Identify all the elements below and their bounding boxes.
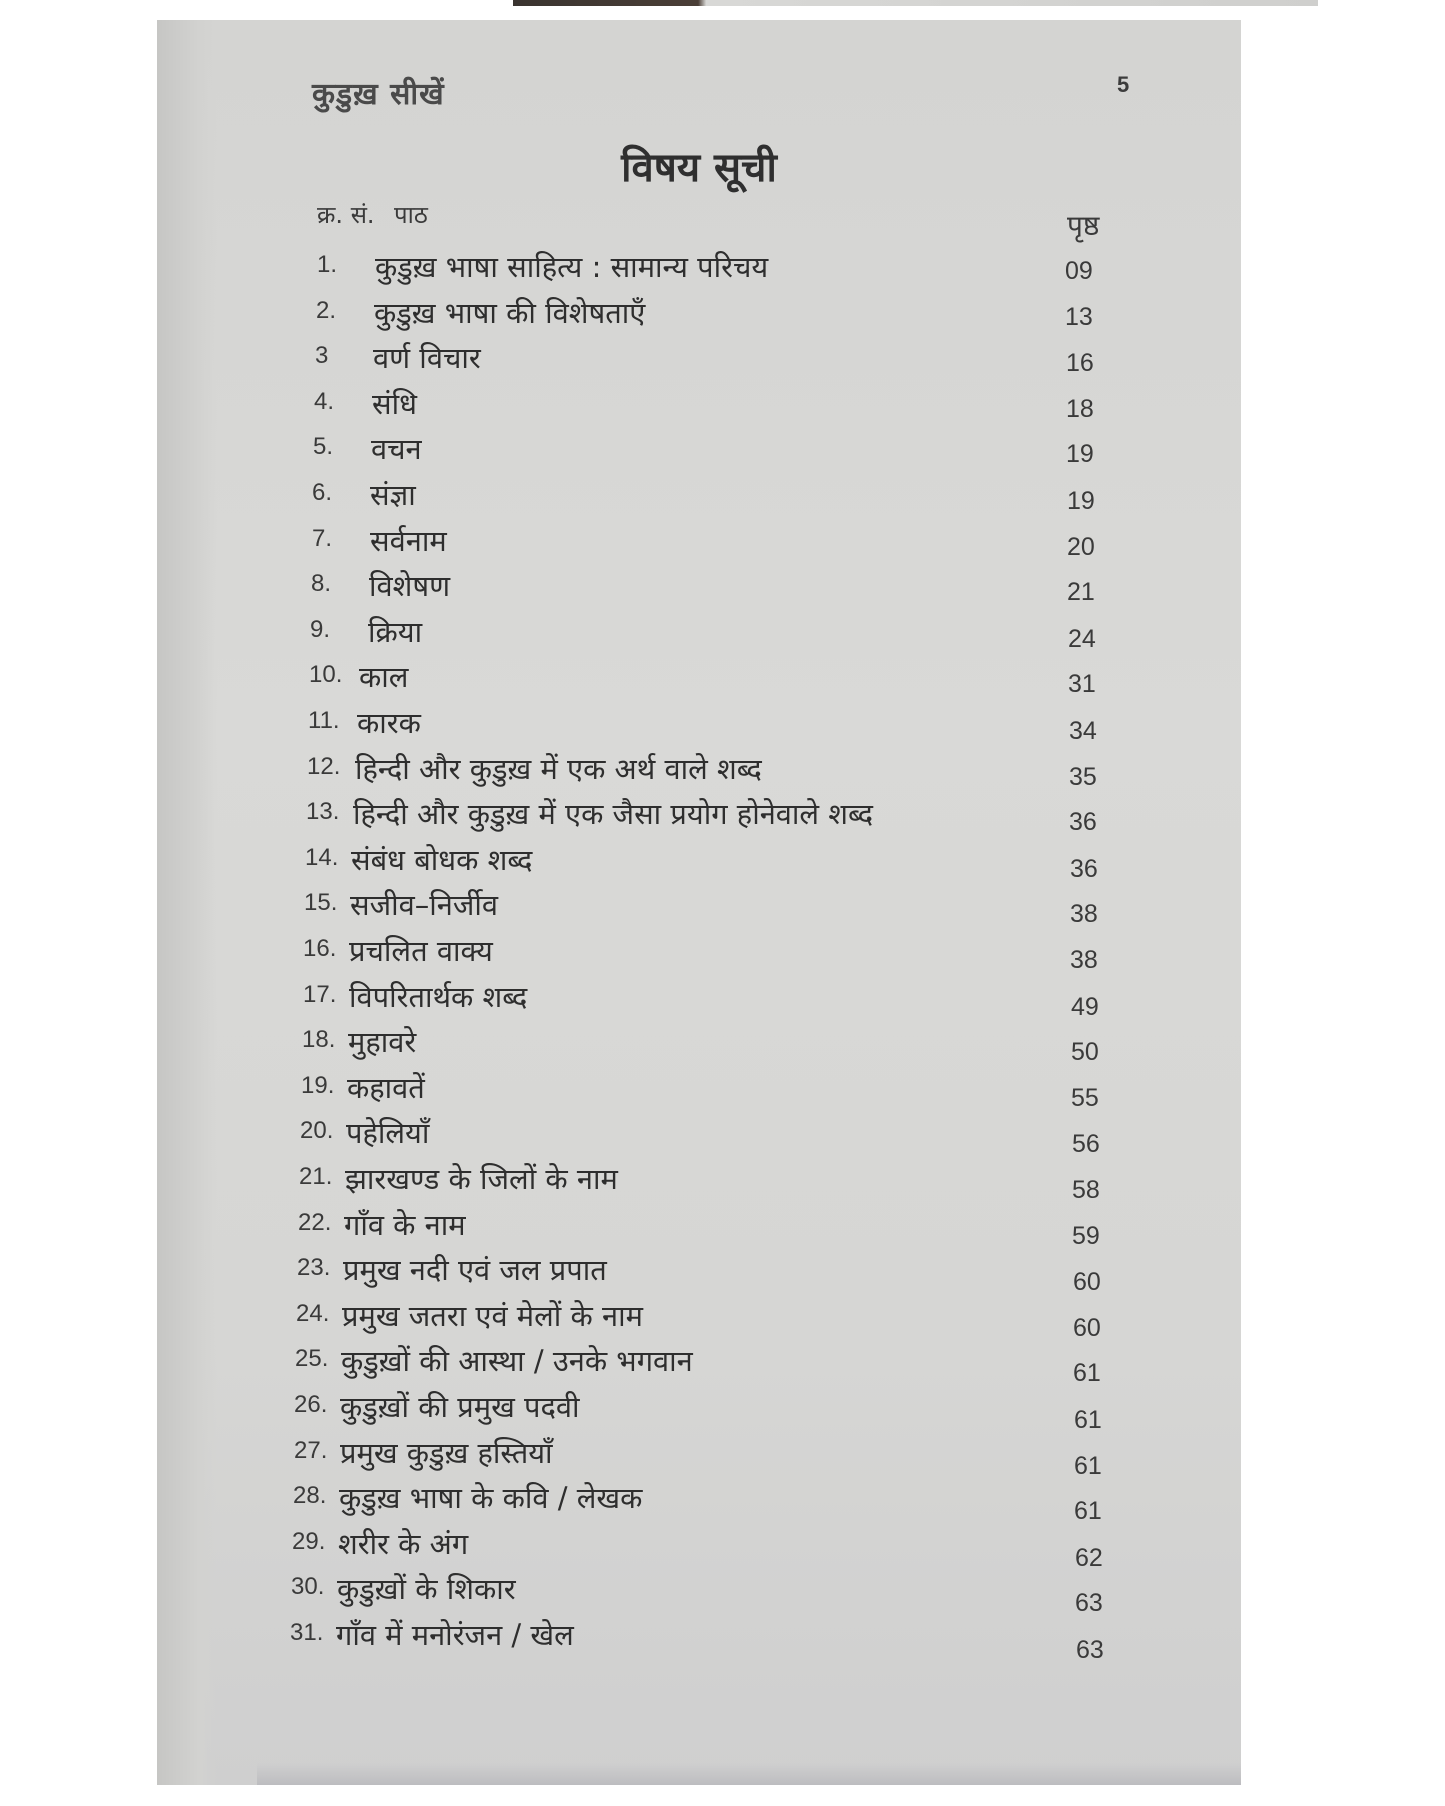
entry-title: सजीव–निर्जीव xyxy=(350,888,499,923)
toc-entry xyxy=(296,1296,1241,1342)
toc-entry xyxy=(290,1615,1241,1664)
column-header-serial: क्र. सं. xyxy=(317,201,375,229)
entry-title: कुडुख़ भाषा की विशेषताएँ xyxy=(374,295,646,330)
entry-number: 28. xyxy=(293,1482,327,1510)
toc-entry xyxy=(312,521,1241,561)
page-title: विषय सूची xyxy=(621,145,777,191)
entry-number: 26. xyxy=(294,1391,328,1418)
entry-number: 15. xyxy=(304,889,338,917)
entry-title: शरीर के अंग xyxy=(338,1526,469,1561)
entry-number: 3 xyxy=(315,342,329,370)
entry-page-number: 38 xyxy=(1070,900,1098,929)
toc-entry xyxy=(311,566,1241,606)
entry-page-number: 09 xyxy=(1065,257,1093,285)
entry-page-number: 60 xyxy=(1073,1313,1101,1342)
entry-title: वचन xyxy=(371,432,422,467)
entry-title: प्रमुख नदी एवं जल प्रपात xyxy=(343,1253,607,1288)
toc-entry xyxy=(309,657,1241,697)
entry-title: वर्ण विचार xyxy=(373,341,481,376)
entry-number: 31. xyxy=(290,1619,324,1646)
entry-title: मुहावरे xyxy=(348,1025,417,1060)
entry-page-number: 56 xyxy=(1072,1130,1100,1159)
toc-entry xyxy=(294,1433,1241,1480)
entry-number: 4. xyxy=(314,387,335,415)
entry-title: संज्ञा xyxy=(370,478,416,512)
entry-page-number: 19 xyxy=(1066,440,1094,469)
entry-page-number: 34 xyxy=(1069,717,1097,745)
toc-entry xyxy=(297,1250,1241,1297)
entry-number: 29. xyxy=(292,1527,326,1555)
toc-entry xyxy=(300,1113,1241,1159)
entry-page-number: 59 xyxy=(1072,1221,1100,1250)
entry-title: काल xyxy=(359,660,409,695)
entry-title: हिन्दी और कुडुख़ में एक अर्थ वाले शब्द xyxy=(355,751,762,786)
toc-entry xyxy=(307,749,1241,789)
entry-page-number: 31 xyxy=(1068,670,1096,699)
entry-number: 6. xyxy=(312,479,333,506)
entry-page-number: 61 xyxy=(1074,1497,1102,1526)
toc-entry xyxy=(303,931,1241,974)
entry-title: हिन्दी और कुडुख़ में एक जैसा प्रयोग होनेवाले शब्द xyxy=(353,797,874,832)
entry-number: 8. xyxy=(311,570,332,598)
entry-title: कहावतें xyxy=(347,1070,425,1105)
entry-title: विशेषण xyxy=(369,569,451,604)
entry-page-number: 61 xyxy=(1074,1406,1102,1434)
entry-number: 13. xyxy=(306,798,340,826)
entry-title: कुडुख़ भाषा के कवि / लेखक xyxy=(339,1481,643,1516)
toc-entry xyxy=(317,247,1241,287)
toc-entry xyxy=(291,1569,1241,1618)
column-header-lesson: पाठ xyxy=(394,201,428,229)
entry-page-number: 62 xyxy=(1075,1543,1103,1572)
entry-title: कारक xyxy=(357,706,421,740)
entry-title: संबंध बोधक शब्द xyxy=(351,842,533,877)
entry-page-number: 36 xyxy=(1069,808,1097,837)
toc-entry xyxy=(313,429,1241,469)
entry-page-number: 20 xyxy=(1067,532,1095,561)
entry-page-number: 63 xyxy=(1076,1636,1104,1664)
page-number: 5 xyxy=(1117,72,1130,97)
entry-number: 20. xyxy=(300,1117,334,1145)
toc-entry xyxy=(310,612,1241,652)
column-header-page: पृष्ठ xyxy=(1067,209,1100,242)
entry-page-number: 49 xyxy=(1071,992,1099,1021)
entry-number: 12. xyxy=(307,752,341,780)
top-photo-strip xyxy=(513,0,1318,6)
entry-page-number: 61 xyxy=(1073,1359,1101,1388)
entry-number: 1. xyxy=(317,251,338,278)
entry-page-number: 18 xyxy=(1066,394,1094,423)
entry-number: 14. xyxy=(305,843,339,871)
book-page xyxy=(157,20,1241,1785)
entry-title: विपरितार्थक शब्द xyxy=(349,979,528,1014)
entry-number: 30. xyxy=(291,1573,325,1601)
entry-page-number: 21 xyxy=(1067,578,1095,607)
entry-number: 22. xyxy=(298,1208,332,1236)
entry-page-number: 50 xyxy=(1071,1038,1099,1067)
entry-number: 18. xyxy=(302,1026,336,1054)
toc-entry xyxy=(306,794,1241,837)
entry-number: 7. xyxy=(312,524,333,552)
entry-title: कुडुख़ भाषा साहित्य : सामान्य परिचय xyxy=(375,250,769,284)
toc-entry xyxy=(308,703,1241,743)
toc-entry xyxy=(301,1068,1241,1112)
entry-number: 9. xyxy=(310,615,331,643)
entry-page-number: 61 xyxy=(1074,1451,1102,1480)
toc-entry xyxy=(294,1387,1241,1434)
entry-number: 10. xyxy=(309,661,343,689)
entry-number: 19. xyxy=(301,1071,335,1099)
entry-page-number: 13 xyxy=(1065,302,1093,331)
running-head: कुडुख़ सीखें xyxy=(312,77,445,112)
toc-entry xyxy=(298,1205,1241,1250)
entry-number: 16. xyxy=(303,935,337,962)
toc-entry xyxy=(312,475,1241,515)
entry-number: 17. xyxy=(303,980,337,1008)
entry-title: प्रमुख जतरा एवं मेलों के नाम xyxy=(342,1298,643,1333)
toc-entry xyxy=(299,1159,1241,1204)
entry-page-number: 16 xyxy=(1066,349,1094,378)
toc-entry xyxy=(292,1524,1241,1572)
entry-title: कुडुख़ों के शिकार xyxy=(337,1572,516,1607)
entry-number: 25. xyxy=(295,1345,329,1373)
entry-page-number: 38 xyxy=(1070,946,1098,974)
entry-title: गाँव में मनोरंजन / खेल xyxy=(336,1618,574,1652)
entry-page-number: 36 xyxy=(1070,854,1098,883)
entry-title: पहेलियाँ xyxy=(346,1116,430,1151)
toc-entry xyxy=(303,977,1241,1021)
entry-number: 5. xyxy=(313,433,334,461)
toc-entry xyxy=(304,885,1241,929)
entry-number: 23. xyxy=(297,1254,331,1282)
entry-title: कुडुख़ों की प्रमुख पदवी xyxy=(340,1390,580,1424)
entry-title: कुडुख़ों की आस्था / उनके भगवान xyxy=(341,1344,693,1379)
entry-page-number: 19 xyxy=(1067,487,1095,515)
entry-page-number: 35 xyxy=(1069,762,1097,791)
entry-page-number: 55 xyxy=(1071,1083,1099,1112)
entry-title: संधि xyxy=(372,386,417,421)
entry-number: 27. xyxy=(294,1436,328,1464)
entry-title: क्रिया xyxy=(368,614,423,649)
toc-entry xyxy=(316,293,1241,333)
toc-entry xyxy=(314,384,1241,424)
entry-title: झारखण्ड के जिलों के नाम xyxy=(345,1162,618,1196)
toc-entry xyxy=(295,1341,1241,1388)
entry-page-number: 24 xyxy=(1068,624,1096,653)
entry-page-number: 58 xyxy=(1072,1176,1100,1204)
entry-title: प्रचलित वाक्य xyxy=(349,934,493,968)
entry-number: 11. xyxy=(308,707,340,734)
entry-page-number: 63 xyxy=(1075,1589,1103,1618)
entry-number: 21. xyxy=(299,1163,333,1190)
toc-entry xyxy=(305,840,1241,883)
entry-page-number: 60 xyxy=(1073,1268,1101,1297)
toc-entry xyxy=(302,1022,1241,1067)
entry-number: 24. xyxy=(296,1299,330,1327)
entry-number: 2. xyxy=(316,296,337,324)
entry-title: गाँव के नाम xyxy=(344,1207,466,1242)
toc-entry xyxy=(315,338,1241,378)
entry-title: प्रमुख कुडुख़ हस्तियाँ xyxy=(340,1435,553,1470)
toc-entry xyxy=(293,1478,1241,1526)
entry-title: सर्वनाम xyxy=(370,523,447,558)
